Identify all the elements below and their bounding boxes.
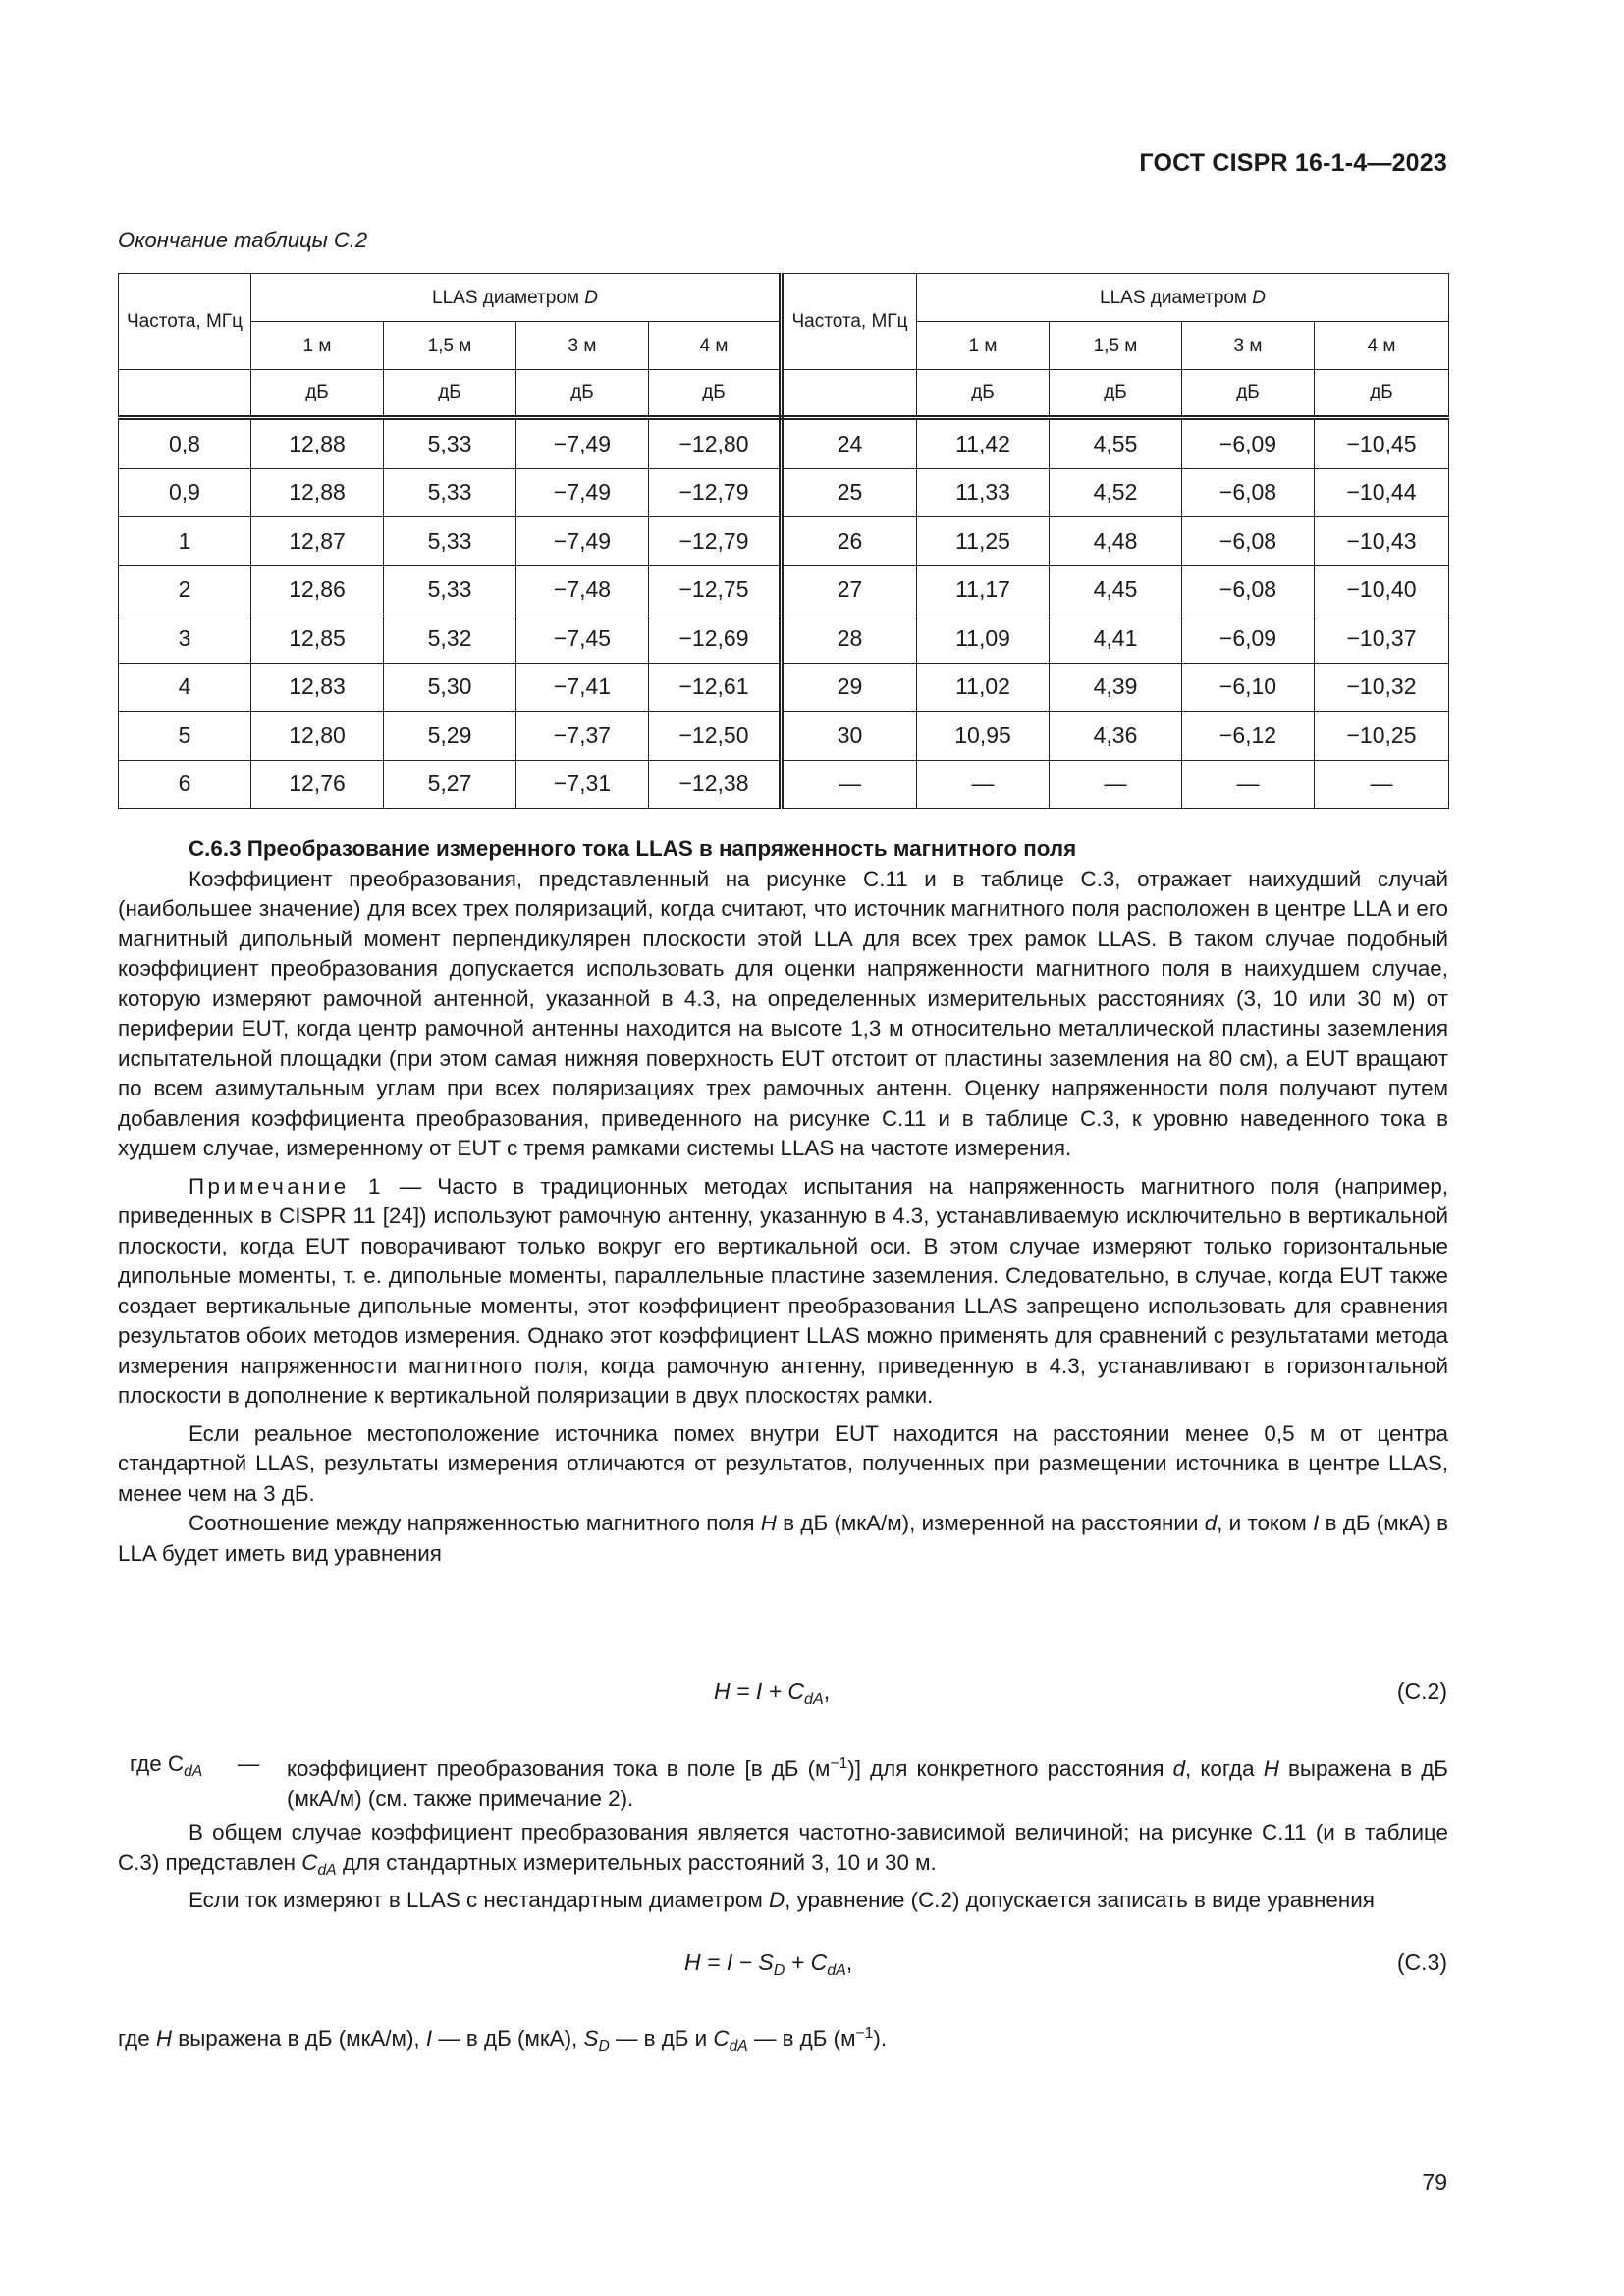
table-cell: 5,33 (384, 565, 516, 614)
table-cell: 5,32 (384, 614, 516, 664)
table-cell: 4,36 (1050, 712, 1182, 761)
table-cell: −10,45 (1315, 418, 1449, 469)
table-cell: 11,17 (917, 565, 1050, 614)
where-clause (118, 1749, 1448, 1814)
table-cell: 12,83 (251, 663, 384, 712)
table-cell: 4,48 (1050, 517, 1182, 566)
paragraph: Если ток измеряют в LLAS с нестандартным диаметром D, уравнение (C.2) допускается записать в виде уравнения (189, 1888, 1375, 1912)
table-cell: −10,37 (1315, 614, 1449, 664)
table-row (119, 663, 1449, 712)
table-cell: −10,25 (1315, 712, 1449, 761)
group-header-left: LLAS диаметром D (251, 274, 782, 322)
table-cell: 5,29 (384, 712, 516, 761)
freq-header-right: Частота, МГц (782, 274, 917, 370)
table-row (119, 565, 1449, 614)
table-cell: 27 (782, 565, 917, 614)
table-cell: −7,49 (516, 468, 649, 517)
diameter-header: 4 м (1315, 322, 1449, 370)
diameter-header: 1 м (917, 322, 1050, 370)
unit-header: дБ (1315, 370, 1449, 418)
diameter-header: 1,5 м (384, 322, 516, 370)
paragraph: В общем случае коэффициент преобразования является частотно-зависимой величиной; на рисунке C.11 (и в таблице C.3) представлен $C_{dA}$ для стандартных измерительных расстояний 3, 10 и 30 м. (118, 1820, 1448, 1879)
unit-header: дБ (917, 370, 1050, 418)
conversion-table (118, 273, 1449, 809)
table-cell: 3 (119, 614, 251, 664)
table-cell: −6,09 (1182, 614, 1315, 664)
table-cell: 4,39 (1050, 663, 1182, 712)
section-heading: C.6.3 Преобразование измеренного тока LLAS в напряженность магнитного поля (189, 836, 1077, 861)
table-cell: — (1050, 760, 1182, 809)
table-cell: 12,76 (251, 760, 384, 809)
table-cell: 11,09 (917, 614, 1050, 664)
table-cell: −12,80 (649, 418, 782, 469)
freq-unit-left (119, 370, 251, 418)
group-header-right: LLAS диаметром D (917, 274, 1449, 322)
table-cell: 5,33 (384, 468, 516, 517)
unit-header: дБ (384, 370, 516, 418)
table-cell: 28 (782, 614, 917, 664)
section-body (118, 834, 1448, 1569)
table-cell: −6,09 (1182, 418, 1315, 469)
table-caption: Окончание таблицы C.2 (118, 228, 368, 252)
table-cell: 4,55 (1050, 418, 1182, 469)
table-cell: — (782, 760, 917, 809)
diameter-header: 4 м (649, 322, 782, 370)
table-cell: — (1182, 760, 1315, 809)
table-cell: 5,30 (384, 663, 516, 712)
table-cell: −6,08 (1182, 565, 1315, 614)
unit-header: дБ (251, 370, 384, 418)
equation-c2-number: (C.2) (1396, 1679, 1447, 1704)
table-cell: 4,45 (1050, 565, 1182, 614)
diameter-header: 3 м (516, 322, 649, 370)
table-cell: 26 (782, 517, 917, 566)
table-cell: −7,41 (516, 663, 649, 712)
table-cell: −12,69 (649, 614, 782, 664)
table-cell: 30 (782, 712, 917, 761)
table-cell: 5 (119, 712, 251, 761)
diameter-header: 1,5 м (1050, 322, 1182, 370)
table-cell: 4,52 (1050, 468, 1182, 517)
table-row (119, 418, 1449, 469)
table-cell: — (917, 760, 1050, 809)
table-cell: 11,25 (917, 517, 1050, 566)
unit-header: дБ (649, 370, 782, 418)
table-cell: 12,88 (251, 418, 384, 469)
table-cell: −10,43 (1315, 517, 1449, 566)
table-row (119, 760, 1449, 809)
table-cell: 29 (782, 663, 917, 712)
table-cell: 4,41 (1050, 614, 1182, 664)
note-1 (118, 1172, 1448, 1412)
freq-unit-right (782, 370, 917, 418)
table-cell: — (1315, 760, 1449, 809)
table-cell: 12,87 (251, 517, 384, 566)
table-cell: −6,10 (1182, 663, 1315, 712)
paragraph: где H выражена в дБ (мкА/м), I — в дБ (мкА), $S_D$ — в дБ и $C_{dA}$ — в дБ $(м^{-1})$. (118, 2025, 888, 2055)
table-cell: 0,8 (119, 418, 251, 469)
table-cell: 11,42 (917, 418, 1050, 469)
table-cell: −10,44 (1315, 468, 1449, 517)
standard-designation: ГОСТ CISPR 16-1-4—2023 (1139, 149, 1447, 177)
table-cell: −12,50 (649, 712, 782, 761)
table-cell: 12,88 (251, 468, 384, 517)
table-cell: 11,02 (917, 663, 1050, 712)
table-cell: 5,33 (384, 517, 516, 566)
table-cell: −12,79 (649, 517, 782, 566)
unit-header: дБ (516, 370, 649, 418)
table-cell: −7,48 (516, 565, 649, 614)
unit-header: дБ (1050, 370, 1182, 418)
table-row (119, 712, 1449, 761)
table-cell: 25 (782, 468, 917, 517)
table-cell: −12,75 (649, 565, 782, 614)
table-cell: −7,31 (516, 760, 649, 809)
table-cell: 6 (119, 760, 251, 809)
diameter-header: 1 м (251, 322, 384, 370)
section-body-2 (118, 1818, 1448, 1916)
equation-c3: $H = I - S_D + C_{dA}$, (684, 1949, 853, 1979)
table-cell: −10,32 (1315, 663, 1449, 712)
table-cell: −12,79 (649, 468, 782, 517)
unit-header: дБ (1182, 370, 1315, 418)
equation-c3-number: (C.3) (1396, 1949, 1447, 1975)
table-cell: −12,38 (649, 760, 782, 809)
table-cell: −7,37 (516, 712, 649, 761)
table-cell: 5,27 (384, 760, 516, 809)
table-cell: 12,85 (251, 614, 384, 664)
table-cell: 5,33 (384, 418, 516, 469)
where-dash: — (238, 1751, 260, 1776)
table-cell: −6,12 (1182, 712, 1315, 761)
note-label: Примечание 1 (189, 1173, 384, 1199)
table-row (119, 517, 1449, 566)
table-cell: 12,80 (251, 712, 384, 761)
table-cell: 11,33 (917, 468, 1050, 517)
table-cell: 2 (119, 565, 251, 614)
paragraph: Коэффициент преобразования, представленный на рисунке C.11 и в таблице C.3, отражает наихудший случай (наибольшее значение) для всех трех поляризаций, когда считают, что источник магнитного поля расположен в центре LLA и его магнитный дипольный момент перпендикулярен плоскости этой LLA для всех трех рамок LLAS. В таком случае подобный коэффициент преобразования допускается использовать для оценки напряженности магнитного поля в наихудшем случае, которую измеряют рамочной антенной, указанной в 4.3, на определенных измерительных расстояниях (3, 10 или 30 м) от периферии EUT, когда центр рамочной антенны находится на высоте 1,3 м относительно металлической пластины заземления испытательной площадки (при этом самая нижняя поверхность EUT отстоит от пластины заземления на 80 см), а EUT вращают по всем азимутальным углам при всех поляризациях трех рамочных антенн. Оценку напряженности поля получают путем добавления коэффициента преобразования, приведенного на рисунке C.11 и в таблице C.3, к уровню наведенного тока в худшем случае, измеренному от EUT с тремя рамками системы LLAS на частоте измерения. (118, 866, 1448, 1160)
equation-c2: $H = I + C_{dA}$, (714, 1679, 831, 1708)
note-text: — Часто в традиционных методах испытания на напряженность магнитного поля (например, приведенных в CISPR 11 [24]) используют рамочную антенну, указанную в 4.3, устанавливаемую исключительно в вертикальной плоскости, когда EUT поворачивают только вокруг его вертикальной оси. В этом случае измеряют только горизонтальные дипольные моменты, т. е. дипольные моменты, параллельные пластине заземления. Следовательно, в случае, когда EUT также создает вертикальные дипольные моменты, этот коэффициент преобразования LLAS запрещено использовать для сравнения результатов обоих методов измерения. Однако этот коэффициент LLAS можно применять для сравнений с результатами метода измерения напряженности магнитного поля, когда рамочную антенну, приведенную в 4.3, устанавливают в горизонтальной плоскости в дополнение к вертикальной поляризации в двух плоскостях рамки. (118, 1173, 1448, 1408)
table-cell: −10,40 (1315, 565, 1449, 614)
where-text: коэффициент преобразования тока в поле [в дБ $(м^{-1})$] для конкретного расстояния d, когда H выражена в дБ (мкА/м) (см. также примечание 2). (287, 1755, 1449, 1811)
table-row (119, 614, 1449, 664)
paragraph: Если реальное местоположение источника помех внутри EUT находится на расстоянии менее 0,5 м от центра стандартной LLAS, результаты измерения отличаются от результатов, полученных при размещении источника в центре LLAS, менее чем на 3 дБ. (118, 1420, 1448, 1506)
table-cell: 4 (119, 663, 251, 712)
table-cell: −6,08 (1182, 517, 1315, 566)
table-cell: −7,49 (516, 517, 649, 566)
freq-header-left: Частота, МГц (119, 274, 251, 370)
table-cell: 0,9 (119, 468, 251, 517)
table-cell: 1 (119, 517, 251, 566)
table-cell: 12,86 (251, 565, 384, 614)
where-label: где $C_{dA}$ (130, 1751, 203, 1780)
diameter-header: 3 м (1182, 322, 1315, 370)
table-cell: −7,45 (516, 614, 649, 664)
table-cell: −7,49 (516, 418, 649, 469)
table-cell: −12,61 (649, 663, 782, 712)
page-number: 79 (1422, 2169, 1447, 2195)
paragraph: Соотношение между напряженностью магнитного поля H в дБ (мкА/м), измеренной на расстоянии d, и током I в дБ (мкА) в LLA будет иметь вид уравнения (118, 1511, 1449, 1566)
table-cell: 24 (782, 418, 917, 469)
closing-line (118, 2019, 1448, 2062)
table-cell: 10,95 (917, 712, 1050, 761)
table-row (119, 468, 1449, 517)
table-cell: −6,08 (1182, 468, 1315, 517)
